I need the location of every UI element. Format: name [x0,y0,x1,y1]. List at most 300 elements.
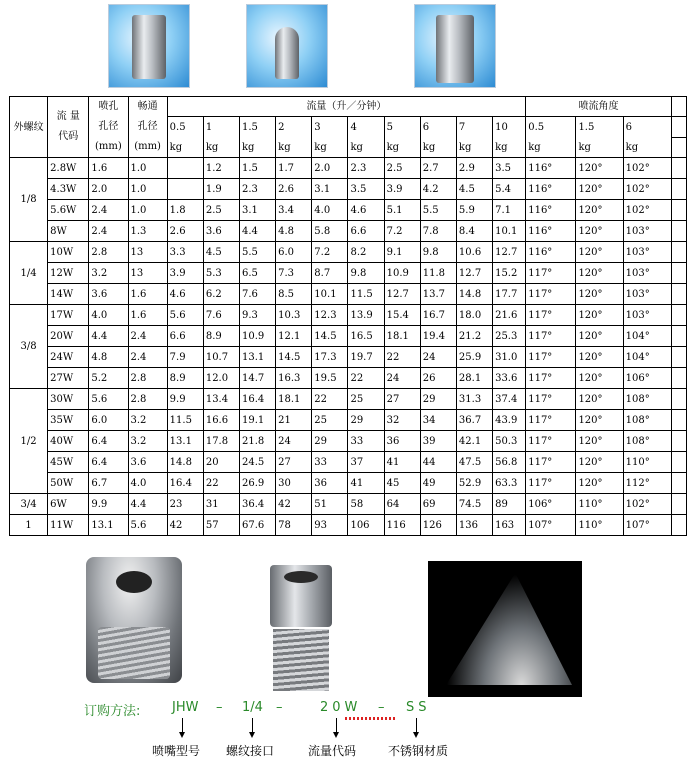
flow-value [167,179,203,200]
orifice-diameter: 4.8 [89,347,128,368]
flow-value: 33.6 [493,368,526,389]
flow-value: 6.0 [276,242,312,263]
header-pressure: 7 [456,117,492,137]
flow-value: 30 [276,473,312,494]
flow-value: 6.2 [203,284,239,305]
order-dash: – [216,700,223,715]
flow-value: 10.1 [312,284,348,305]
angle-value: 120° [576,221,623,242]
flow-value: 106 [348,515,384,536]
flow-value: 1.7 [276,158,312,179]
flow-value: 8.9 [167,368,203,389]
flow-value: 13.9 [348,305,384,326]
flow-value: 13.4 [203,389,239,410]
flow-value: 3.3 [167,242,203,263]
angle-value: 103° [623,221,671,242]
flow-value: 5.5 [239,242,275,263]
flow-value: 22 [348,368,384,389]
header-orifice [89,97,128,158]
flow-value: 36.7 [456,410,492,431]
flow-value: 29 [420,389,456,410]
flow-value: 78 [276,515,312,536]
angle-value: 120° [576,389,623,410]
flow-value: 41 [348,473,384,494]
orifice-diameter: 2.8 [89,242,128,263]
angle-value: 108° [623,431,671,452]
flow-value: 19.4 [420,326,456,347]
flow-value: 19.7 [348,347,384,368]
flow-value: 57 [203,515,239,536]
flow-code: 4.3W [48,179,89,200]
flow-value: 15.4 [384,305,420,326]
flow-code: 12W [48,263,89,284]
thread-size: 1 [10,515,48,536]
flow-value: 27 [384,389,420,410]
flow-value: 10.3 [276,305,312,326]
header-code-line: 代码 [58,131,79,142]
flow-value: 14.7 [239,368,275,389]
spray-cone [446,573,572,685]
thread-size: 1/4 [10,242,48,305]
flow-value: 3.4 [276,200,312,221]
legend-material: 不锈钢材质 [388,744,449,758]
flow-value: 26.9 [239,473,275,494]
arrow-down-icon [336,718,337,736]
header-orifice-line: (mm) [95,141,122,152]
flow-value: 22 [203,473,239,494]
flow-value: 3.6 [203,221,239,242]
header-pressure: 5 [384,117,420,137]
order-dash: – [276,700,283,715]
flow-value: 34 [420,410,456,431]
flow-value: 20 [203,452,239,473]
orifice-diameter: 6.0 [89,410,128,431]
spacer-cell [671,263,686,284]
flow-value: 8.7 [312,263,348,284]
angle-value: 120° [576,305,623,326]
flow-value: 126 [420,515,456,536]
flow-value: 10.9 [239,326,275,347]
spacer-cell [671,305,686,326]
header-unit: kg [203,137,239,157]
angle-value: 104° [623,326,671,347]
passage-diameter: 5.6 [128,515,167,536]
flow-value: 26 [420,368,456,389]
flow-value: 9.3 [239,305,275,326]
flow-value: 9.1 [384,242,420,263]
spacer-cell [671,97,686,117]
flow-value: 12.7 [384,284,420,305]
angle-value: 117° [526,473,576,494]
angle-value: 103° [623,284,671,305]
flow-value: 2.7 [420,158,456,179]
table-row [10,263,687,284]
flow-code: 6W [48,494,89,515]
passage-diameter: 13 [128,263,167,284]
flow-value: 25 [312,410,348,431]
flow-value: 13.1 [167,431,203,452]
flow-value: 22 [312,389,348,410]
orifice-diameter: 13.1 [89,515,128,536]
flow-value: 23 [167,494,203,515]
table-row [10,494,687,515]
spacer-cell [671,284,686,305]
table-row [10,368,687,389]
flow-value: 2.0 [312,158,348,179]
header-passage-line: (mm) [134,141,161,152]
angle-value: 117° [526,263,576,284]
angle-value: 120° [576,368,623,389]
spacer-cell [671,515,686,536]
table-row [10,305,687,326]
flow-value: 116 [384,515,420,536]
angle-value: 108° [623,389,671,410]
flow-value: 42 [167,515,203,536]
header-unit: kg [384,137,420,157]
spacer-cell [671,326,686,347]
header-pressure: 6 [420,117,456,137]
flow-value: 12.1 [276,326,312,347]
arrow-down-icon [416,718,417,736]
flow-value: 10.6 [456,242,492,263]
angle-value: 103° [623,242,671,263]
flow-code: 5.6W [48,200,89,221]
flow-value: 7.2 [384,221,420,242]
header-code [48,97,89,158]
flow-value: 49 [420,473,456,494]
table-row [10,389,687,410]
flow-value: 27 [276,452,312,473]
angle-value: 120° [576,347,623,368]
header-unit: kg [456,137,492,157]
flow-value: 5.4 [493,179,526,200]
flow-value: 37 [348,452,384,473]
flow-value: 4.5 [456,179,492,200]
table-row [10,242,687,263]
flow-value: 8.5 [276,284,312,305]
flow-value: 5.1 [384,200,420,221]
flow-value: 2.6 [167,221,203,242]
flow-value: 31.3 [456,389,492,410]
angle-value: 117° [526,368,576,389]
flow-value: 45 [384,473,420,494]
flow-value [167,158,203,179]
spacer-cell [671,200,686,221]
legend-thread: 螺纹接口 [226,744,275,758]
flow-value: 36 [312,473,348,494]
angle-value: 108° [623,410,671,431]
header-passage-line: 畅通 [137,101,158,112]
flow-value: 14.5 [276,347,312,368]
angle-value: 116° [526,179,576,200]
flow-value: 18.0 [456,305,492,326]
flow-value: 2.5 [384,158,420,179]
flow-value: 17.7 [493,284,526,305]
angle-value: 117° [526,284,576,305]
flow-value: 3.5 [493,158,526,179]
flow-code: 14W [48,284,89,305]
flow-value: 4.6 [348,200,384,221]
flow-value: 64 [384,494,420,515]
thread-section [98,627,170,679]
orifice-diameter: 3.6 [89,284,128,305]
flow-value: 6.5 [239,263,275,284]
table-row [10,347,687,368]
angle-value: 117° [526,431,576,452]
angle-value: 107° [623,515,671,536]
header-pressure: 2 [276,117,312,137]
orifice-diameter: 5.6 [89,389,128,410]
angle-value: 120° [576,473,623,494]
flow-value: 58 [348,494,384,515]
flow-value: 21.2 [456,326,492,347]
flow-value: 10.9 [384,263,420,284]
table-row [10,221,687,242]
header-unit: kg [239,137,275,157]
flow-value: 36 [384,431,420,452]
orifice-diameter: 9.9 [89,494,128,515]
table-row [10,410,687,431]
flow-value: 7.8 [420,221,456,242]
flow-code: 2.8W [48,158,89,179]
flow-value: 16.4 [167,473,203,494]
angle-value: 106° [526,494,576,515]
flow-value: 44 [420,452,456,473]
passage-diameter: 2.8 [128,389,167,410]
flow-value: 25 [348,389,384,410]
thread-size: 1/8 [10,158,48,242]
thread-section [273,629,329,691]
angle-value: 110° [623,452,671,473]
flow-value: 31 [203,494,239,515]
spacer-cell [671,410,686,431]
nozzle-body [275,27,299,79]
flow-value: 13.7 [420,284,456,305]
header-unit: kg [276,137,312,157]
nozzle-body [132,15,166,79]
header-thread: 外螺纹 [10,97,48,158]
orifice-diameter: 4.4 [89,326,128,347]
header-angle-pressure: 0.5 [526,117,576,137]
arrow-down-icon [252,718,253,736]
product-photo-3 [414,4,496,88]
flow-value: 31.0 [493,347,526,368]
flow-value: 24.5 [239,452,275,473]
header-passage [128,97,167,158]
flow-value: 24 [420,347,456,368]
angle-value: 110° [576,515,623,536]
angle-value: 116° [526,242,576,263]
flow-value: 21.8 [239,431,275,452]
flow-value: 32 [384,410,420,431]
flow-value: 8.4 [456,221,492,242]
passage-diameter: 3.2 [128,431,167,452]
spacer-cell [671,452,686,473]
header-angle-pressure: 6 [623,117,671,137]
flow-value: 11.5 [348,284,384,305]
nozzle-body [436,15,474,83]
flow-value: 1.5 [239,158,275,179]
flow-value: 29 [348,410,384,431]
header-unit: kg [348,137,384,157]
flow-value: 7.9 [167,347,203,368]
flow-value: 19.5 [312,368,348,389]
flow-value: 2.5 [203,200,239,221]
flow-code: 35W [48,410,89,431]
thread-size: 1/2 [10,389,48,494]
flow-value: 1.8 [167,200,203,221]
angle-value: 120° [576,431,623,452]
passage-diameter: 2.4 [128,326,167,347]
flow-value: 67.6 [239,515,275,536]
flow-value: 16.6 [203,410,239,431]
flow-value: 18.1 [276,389,312,410]
angle-value: 102° [623,158,671,179]
passage-diameter: 4.0 [128,473,167,494]
flow-value: 16.7 [420,305,456,326]
passage-diameter: 1.6 [128,305,167,326]
spacer-cell [671,137,686,157]
passage-diameter: 1.0 [128,200,167,221]
flow-value: 5.6 [167,305,203,326]
flow-code: 24W [48,347,89,368]
angle-value: 102° [623,200,671,221]
flow-code: 8W [48,221,89,242]
flow-value: 74.5 [456,494,492,515]
flow-value: 2.9 [456,158,492,179]
table-row [10,284,687,305]
flow-value: 12.0 [203,368,239,389]
flow-value: 7.6 [203,305,239,326]
angle-value: 102° [623,179,671,200]
passage-diameter: 3.2 [128,410,167,431]
flow-value: 2.6 [276,179,312,200]
flow-value: 5.3 [203,263,239,284]
angle-value: 120° [576,410,623,431]
order-part-flow: 20W [320,700,362,715]
flow-value: 4.4 [239,221,275,242]
passage-diameter: 1.0 [128,158,167,179]
angle-value: 120° [576,284,623,305]
header-flow: 流量（升／分钟） [167,97,526,117]
flow-value: 3.5 [348,179,384,200]
angle-value: 120° [576,179,623,200]
table-row [10,452,687,473]
order-part-material: SS [406,700,431,715]
angle-value: 107° [526,515,576,536]
flow-code: 30W [48,389,89,410]
spacer-cell [671,347,686,368]
angle-value: 120° [576,326,623,347]
spacer-cell [671,158,686,179]
order-part-thread: 1/4 [242,700,263,715]
flow-value: 3.9 [384,179,420,200]
passage-diameter: 3.6 [128,452,167,473]
flow-value: 3.9 [167,263,203,284]
passage-diameter: 4.4 [128,494,167,515]
flow-value: 4.5 [203,242,239,263]
legend-flow: 流量代码 [308,744,357,758]
flow-value: 3.1 [312,179,348,200]
flow-value: 16.5 [348,326,384,347]
orifice-diameter: 5.2 [89,368,128,389]
flow-value: 5.8 [312,221,348,242]
order-part-model: JHW [172,700,199,715]
flow-value: 7.2 [312,242,348,263]
flow-value: 56.8 [493,452,526,473]
product-photo-2 [246,4,328,88]
flow-value: 51 [312,494,348,515]
product-photo-1 [108,4,190,88]
flow-value: 9.9 [167,389,203,410]
table-row [10,515,687,536]
angle-value: 117° [526,410,576,431]
nozzle-photo-closeup [86,557,182,683]
spacer-cell [671,389,686,410]
orifice-diameter: 2.0 [89,179,128,200]
flow-value: 16.3 [276,368,312,389]
table-row [10,158,687,179]
passage-diameter: 13 [128,242,167,263]
angle-value: 120° [576,200,623,221]
angle-value: 117° [526,389,576,410]
nozzle-photo-side [268,565,334,693]
angle-value: 103° [623,305,671,326]
angle-value: 110° [576,494,623,515]
angle-value: 116° [526,158,576,179]
angle-value: 120° [576,158,623,179]
angle-value: 117° [526,305,576,326]
passage-diameter: 1.0 [128,179,167,200]
passage-diameter: 2.4 [128,347,167,368]
passage-diameter: 2.8 [128,368,167,389]
thread-size: 3/4 [10,494,48,515]
angle-value: 104° [623,347,671,368]
order-dash: – [378,700,385,715]
flow-value: 11.5 [167,410,203,431]
flow-value: 1.2 [203,158,239,179]
flow-value: 93 [312,515,348,536]
flow-value: 42.1 [456,431,492,452]
table-row [10,473,687,494]
passage-diameter: 1.6 [128,284,167,305]
flow-value: 7.6 [239,284,275,305]
flow-value: 2.3 [239,179,275,200]
angle-value: 117° [526,452,576,473]
header-unit: kg [493,137,526,157]
flow-value: 4.8 [276,221,312,242]
passage-diameter: 1.3 [128,221,167,242]
angle-value: 102° [623,494,671,515]
spacer-cell [671,242,686,263]
orifice-diameter: 3.2 [89,263,128,284]
spacer-cell [671,117,686,137]
flow-value: 13.1 [239,347,275,368]
header-orifice-line: 孔径 [98,121,119,132]
flow-value: 8.9 [203,326,239,347]
flow-value: 21.6 [493,305,526,326]
flow-value: 33 [312,452,348,473]
flow-value: 89 [493,494,526,515]
flow-value: 17.8 [203,431,239,452]
flow-value: 7.1 [493,200,526,221]
orifice-diameter: 2.4 [89,200,128,221]
flow-code: 20W [48,326,89,347]
spell-underline [345,717,395,720]
flow-code: 50W [48,473,89,494]
flow-value: 24 [384,368,420,389]
table-row [10,179,687,200]
